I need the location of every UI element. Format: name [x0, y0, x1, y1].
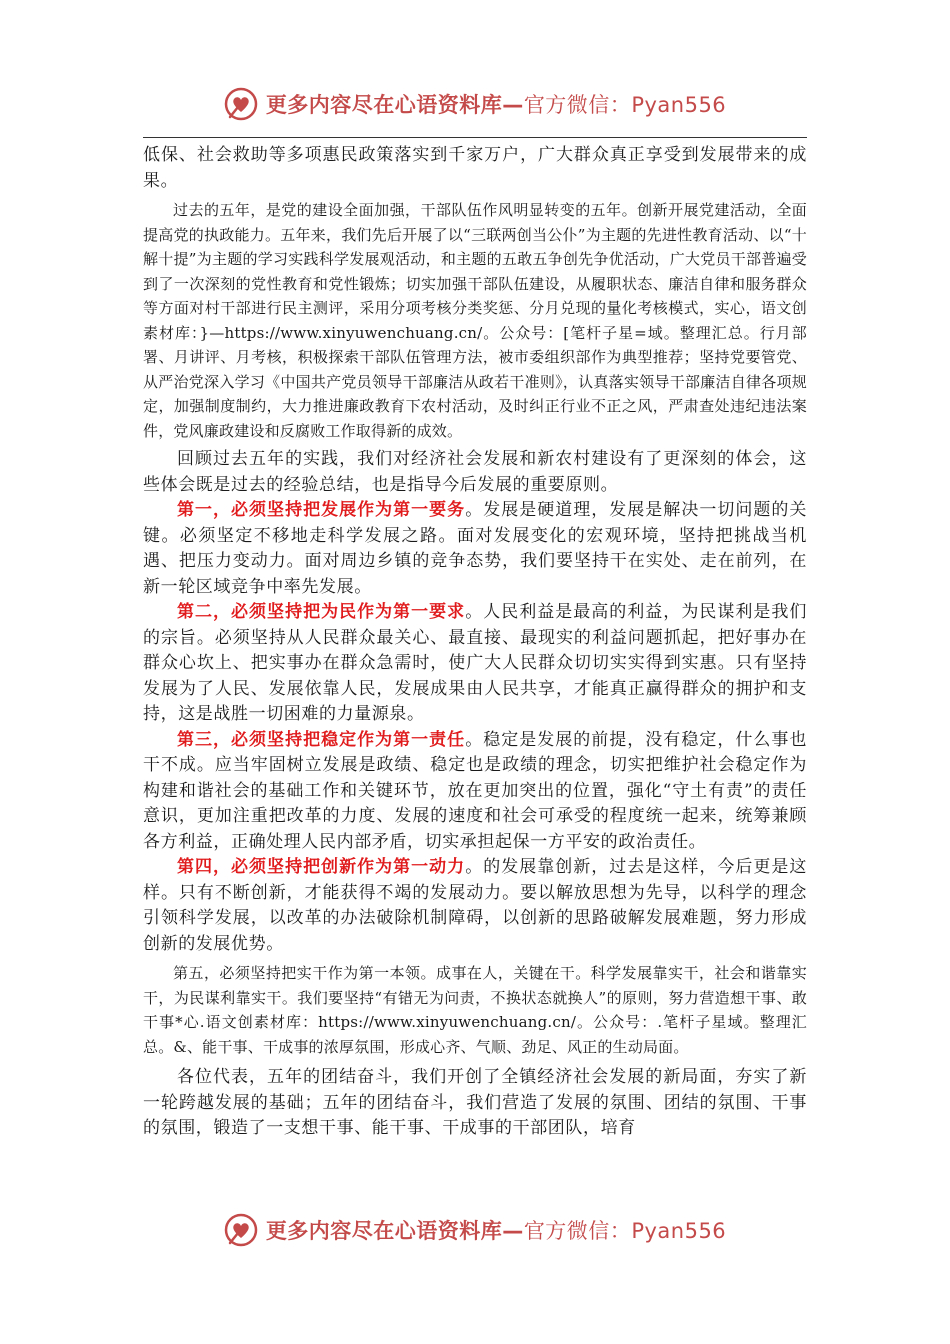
header-rule — [143, 137, 807, 138]
wechat-id: Pyan556 — [631, 1219, 727, 1243]
principle-1-heading: 第一，必须坚持把发展作为第一要务 — [177, 500, 466, 520]
principle-1-body: 。发展是硬道理，发展是解决一切问题的关键。必须坚定不移地走科学发展之路。面对发展变化的宏观环境，坚持把挑战当机遇、把压力变动力。面对周边乡镇的竞争态势，我们要坚持干在实处、走在前列，在新一轮区域竞争中率先发展。 — [143, 500, 807, 597]
footer-banner — [0, 1208, 950, 1252]
principle-2-body: 。人民利益是最高的利益，为民谋利是我们的宗旨。必须坚持从人民群众最关心、最直接、最现实的利益问题抓起，把好事办在群众心坎上、把实事办在群众急需时，使广大人民群众切切实实得到实惠。只有坚持发展为了人民、发展依靠人民，发展成果由人民共享，才能真正赢得群众的拥护和支持，这是战胜一切困难的力量源泉。 — [143, 602, 807, 724]
wechat-id: Pyan556 — [631, 93, 727, 117]
heart-pen-logo-icon — [224, 87, 258, 121]
brand-text: 更多内容尽在心语资料库— — [265, 1219, 524, 1243]
principle-3-heading: 第三，必须坚持把稳定作为第一责任 — [177, 729, 466, 750]
header-banner — [0, 82, 950, 126]
paragraph-4 — [143, 498, 807, 600]
paragraph-1: 低保、社会救助等多项惠民政策落实到千家万户，广大群众真正享受到发展带来的成果。 — [143, 145, 807, 191]
header-banner-text — [266, 89, 726, 119]
heart-pen-logo-icon — [224, 1213, 258, 1247]
wechat-label: 官方微信： — [523, 1219, 632, 1243]
document-body — [143, 143, 807, 1142]
principle-4-heading: 第四，必须坚持把创新作为第一动力 — [177, 857, 466, 877]
paragraph-2: 过去的五年，是党的建设全面加强，干部队伍作风明显转变的五年。创新开展党建活动，全面提高党的执政能力。五年来，我们先后开展了以“三联两创当公仆”为主题的先进性教育活动、以“十解十提”为主题的学习实践科学发展观活动，和主题的五敢五争创先争优活动，广大党员干部普遍受到了一次深刻的党性教育和党性锻炼；切实加强干部队伍建设，从履职状态、廉洁自律和服务群众等方面对村干部进行民主测评，采用分项考核分类奖惩、分月兑现的量化考核模式，实心，语文创素材库：}—https://www.xinyuwenchuang.cn/。公众号：[笔杆子星=域。整理汇总。行月部署、月讲评、月考核，积极探索干部队伍管理方法，被市委组织部作为典型推荐；坚持党要管党、从严治党深入学习《中国共产党员领导干部廉洁从政若干准则》，认真落实领导干部廉洁自律各项规定，加强制度制约，大力推进廉政教育下农村活动，及时纠正行业不正之风，严肃查处违纪违法案件，党风廉政建设和反腐败工作取得新的成效。 — [143, 201, 807, 440]
paragraph-7 — [143, 855, 807, 957]
brand-text: 更多内容尽在心语资料库— — [265, 93, 524, 117]
wechat-label: 官方微信： — [523, 93, 632, 117]
principle-3-body: 。稳定是发展的前提，没有稳定，什么事也干不成。应当牢固树立发展是政绩、稳定也是政绩的理念，切实把维护社会稳定作为构建和谐社会的基础工作和关键环节，放在更加突出的位置，强化“守土有责”的责任意识，更加注重把改革的力度、发展的速度和社会可承受的程度统一起来，统筹兼顾各方利益，正确处理人民内部矛盾，切实承担起保一方平安的政治责任。 — [143, 729, 807, 852]
paragraph-5 — [143, 600, 807, 728]
paragraph-6 — [143, 728, 807, 856]
footer-banner-text — [266, 1215, 726, 1245]
principle-4-body: 。的发展靠创新，过去是这样，今后更是这样。只有不断创新，才能获得不竭的发展动力。要以解放思想为先导，以科学的理念引领科学发展，以改革的办法破除机制障碍，以创新的思路破解发展难题，努力形成创新的发展优势。 — [143, 857, 807, 954]
paragraph-8: 第五，必须坚持把实干作为第一本领。成事在人，关键在干。科学发展靠实干，社会和谐靠实干，为民谋利靠实干。我们要坚持“有错无为问责，不换状态就换人”的原则，努力营造想干事、敢干事*心.语文创素材库：https://www.xinyuwenchuang.cn/。公众号：.笔杆子星域。整理汇总。&、能干事、干成事的浓厚氛围，形成心齐、气顺、劲足、风正的生动局面。 — [143, 964, 807, 1056]
principle-2-heading: 第二，必须坚持把为民作为第一要求 — [177, 602, 466, 622]
paragraph-9: 各位代表，五年的团结奋斗，我们开创了全镇经济社会发展的新局面，夯实了新一轮跨越发展的基础；五年的团结奋斗，我们营造了发展的氛围、团结的氛围、干事的氛围，锻造了一支想干事、能干事、干成事的干部团队，培育 — [143, 1067, 807, 1138]
paragraph-3: 回顾过去五年的实践，我们对经济社会发展和新农村建设有了更深刻的体会，这些体会既是过去的经验总结，也是指导今后发展的重要原则。 — [143, 449, 807, 495]
